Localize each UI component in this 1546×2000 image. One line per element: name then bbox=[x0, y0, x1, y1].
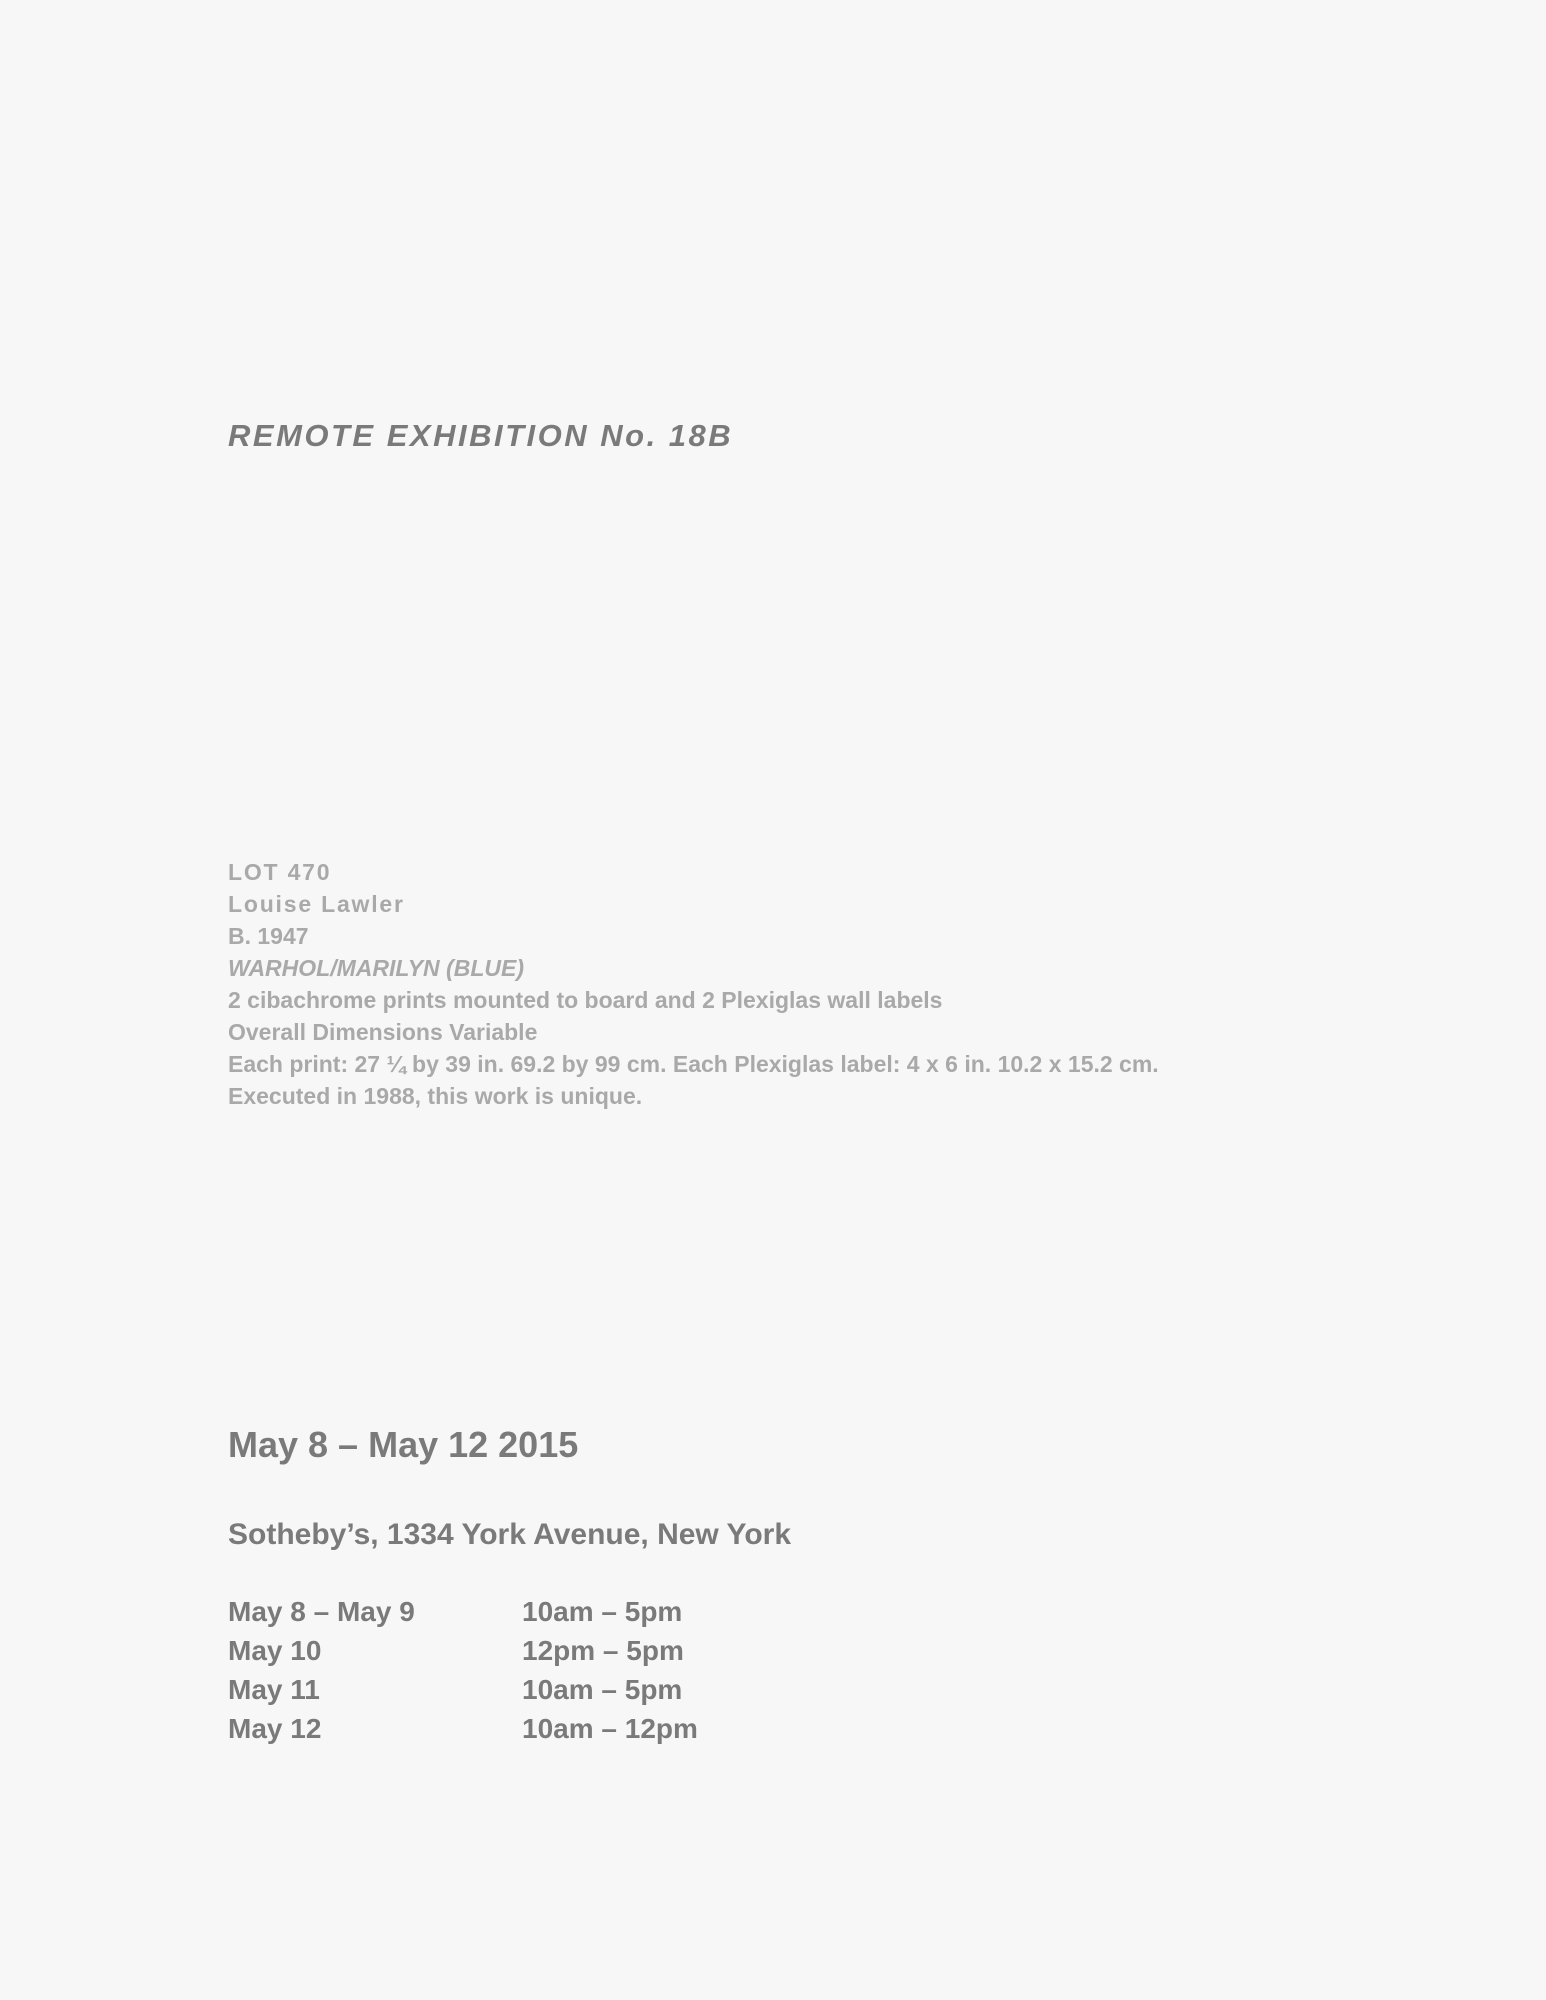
exhibition-date-range: May 8 – May 12 2015 bbox=[228, 1424, 579, 1465]
artist-birth-year: B. 1947 bbox=[228, 923, 309, 949]
schedule-hours: 10am – 5pm bbox=[522, 1596, 683, 1627]
schedule-hours: 12pm – 5pm bbox=[522, 1635, 684, 1666]
work-title: WARHOL/MARILYN (BLUE) bbox=[228, 955, 524, 981]
schedule-row bbox=[228, 1592, 698, 1631]
work-medium: 2 cibachrome prints mounted to board and 2 Plexiglas wall labels bbox=[228, 987, 943, 1013]
schedule-hours: 10am – 5pm bbox=[522, 1674, 683, 1705]
exhibition-venue: Sotheby’s, 1334 York Avenue, New York bbox=[228, 1518, 792, 1551]
schedule-day: May 10 bbox=[228, 1635, 322, 1666]
overall-dimensions: Overall Dimensions Variable bbox=[228, 1019, 538, 1045]
viewing-schedule bbox=[228, 1592, 698, 1748]
lot-details bbox=[228, 856, 1159, 1112]
schedule-row bbox=[228, 1709, 698, 1748]
schedule-row bbox=[228, 1631, 698, 1670]
lot-number: LOT 470 bbox=[228, 859, 332, 885]
schedule-row bbox=[228, 1670, 698, 1709]
exhibition-title: REMOTE EXHIBITION No. 18B bbox=[228, 418, 734, 453]
schedule-day: May 8 – May 9 bbox=[228, 1596, 415, 1627]
detailed-dimensions: Each print: 27 ¼ by 39 in. 69.2 by 99 cm. Each Plexiglas label: 4 x 6 in. 10.2 x 15.2 cm. bbox=[228, 1051, 1159, 1077]
schedule-day: May 11 bbox=[228, 1674, 320, 1705]
execution-note: Executed in 1988, this work is unique. bbox=[228, 1083, 643, 1109]
artist-name: Louise Lawler bbox=[228, 891, 405, 917]
schedule-day: May 12 bbox=[228, 1713, 322, 1744]
schedule-hours: 10am – 12pm bbox=[522, 1713, 698, 1744]
